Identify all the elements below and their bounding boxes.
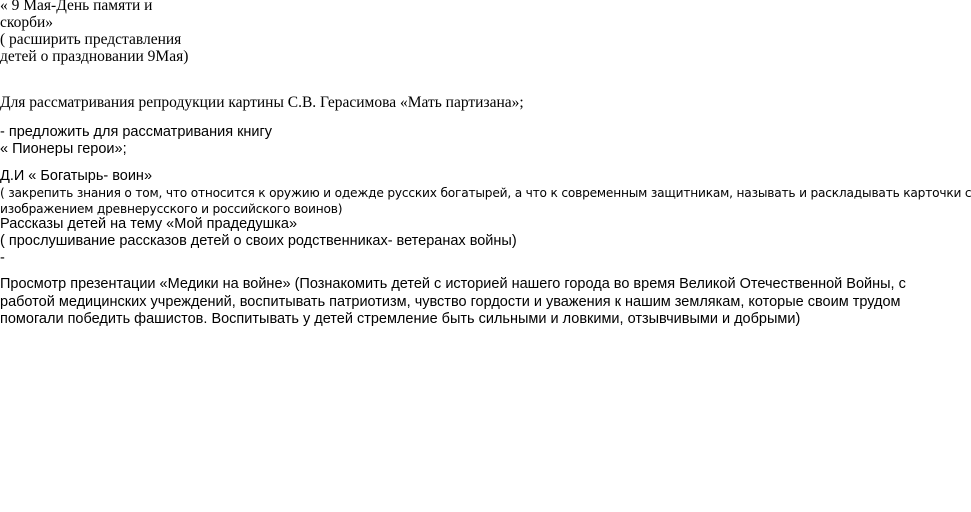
title-line-1: « 9 Мая-День памяти и [0, 0, 153, 14]
stories-desc: ( прослушивание рассказов детей о своих родственниках- ветеранах войны) [0, 233, 517, 249]
painting-activity: Для рассматривания репродукции картины С.В. Герасимова «Мать партизана»; [0, 94, 524, 111]
book-line-2: « Пионеры герои»; [0, 141, 127, 157]
goal-line-2: детей о праздновании 9Мая) [0, 48, 189, 65]
game-title: Д.И « Богатырь- воин» [0, 168, 153, 184]
dash-line: - [0, 250, 5, 266]
presentation-line-1: Просмотр презентации «Медики на войне» (Познакомить детей с историей нашего города во время Великой Отечественной Войны, с [0, 276, 906, 292]
book-line-1: - предложить для рассматривания книгу [0, 124, 273, 140]
title-line-2: скорби» [0, 14, 54, 31]
presentation-line-3: помогали победить фашистов. Воспитывать у детей стремление быть сильными и ловкими, отзывчивыми и добрыми) [0, 311, 801, 327]
goal-line-1: ( расширить представления [0, 31, 182, 48]
game-desc-line-2: изображением древнерусского и российского воинов) [0, 202, 343, 216]
game-desc-line-1: ( закрепить знания о том, что относится к оружию и одежде русских богатырей, а что к современным защитникам, называть и раскладывать карточки с [0, 186, 971, 200]
presentation-line-2: работой медицинских учреждений, воспитывать патриотизм, чувство гордости и уважения к нашим землякам, которые своим трудом [0, 294, 901, 310]
stories-title: Рассказы детей на тему «Мой прадедушка» [0, 216, 298, 232]
